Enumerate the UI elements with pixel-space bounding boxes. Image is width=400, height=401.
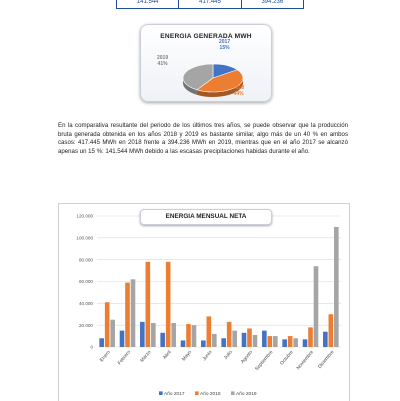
legend-label: Año 2018 (200, 392, 221, 397)
x-tick-label: Noviembre (296, 350, 316, 372)
legend-swatch (159, 391, 163, 395)
y-tick-label: 100.000 (76, 235, 93, 241)
legend-label: Año 2019 (236, 392, 257, 397)
bar-abril-año-2019 (171, 323, 176, 347)
comparison-paragraph: En la comparativa resultante del periodo de los últimos tres años, se puede observar que la producción bruta generada obtenida en los años 2018 y 2019 es bastante similar, algo más de un 40 % en ambos casos: 417.445 MWh en 2018 frente a 394.236 MWh en 2019, mientras que en el año 2017 se alcanzó apenas un 15 %: 141.544 MWh debido a las escasas precipitaciones habidas durante el año. (58, 122, 348, 155)
bar-noviembre-año-2017 (303, 339, 308, 347)
pie-chart-panel (140, 24, 272, 102)
legend-swatch (195, 391, 199, 395)
bar-septiembre-año-2018 (268, 336, 273, 347)
pie-chart-title: ENERGIA GENERADA MWH (160, 33, 252, 40)
pie-label-2019-year: 2019 (157, 55, 169, 61)
bar-abril-año-2017 (160, 333, 165, 347)
bar-julio-año-2017 (221, 338, 226, 347)
bar-agosto-año-2019 (253, 335, 258, 347)
bar-chart-title-box (140, 209, 272, 225)
bar-enero-año-2019 (110, 320, 115, 347)
legend-swatch (231, 391, 235, 395)
bar-octubre-año-2017 (282, 339, 287, 347)
bar-diciembre-año-2018 (329, 314, 334, 347)
x-tick-label: Abril (162, 350, 173, 361)
bar-chart-title: ENERGIA MENSUAL NETA (165, 213, 247, 220)
x-tick-label: Septiembre (254, 350, 275, 373)
bar-julio-año-2019 (232, 331, 237, 347)
bar-enero-año-2017 (99, 338, 104, 347)
bar-junio-año-2018 (207, 316, 212, 347)
bar-agosto-año-2018 (247, 328, 252, 347)
x-tick-label: Julio (223, 350, 234, 361)
bar-mayo-año-2019 (192, 325, 197, 347)
bar-septiembre-año-2019 (273, 336, 278, 347)
bar-julio-año-2018 (227, 322, 232, 347)
total-2019-cell: 394.236 (261, 0, 284, 5)
bar-marzo-año-2017 (140, 322, 145, 347)
bar-marzo-año-2019 (151, 323, 156, 347)
y-tick-label: 80.000 (78, 257, 93, 263)
pie-label-2017 (219, 39, 230, 51)
bar-chart (59, 204, 349, 401)
pie-label-2019-pct: 41% (157, 61, 168, 67)
y-tick-label: 0 (90, 344, 93, 350)
x-tick-label: Mayo (181, 350, 194, 363)
bar-mayo-año-2017 (181, 340, 186, 347)
legend-label: Año 2017 (164, 392, 185, 397)
bar-septiembre-año-2017 (262, 331, 267, 347)
x-tick-label: Febrero (117, 350, 133, 367)
bar-octubre-año-2019 (293, 338, 298, 347)
bar-octubre-año-2018 (288, 336, 293, 347)
bar-abril-año-2018 (166, 262, 171, 347)
pie-label-2018-year: 2018 (233, 85, 245, 91)
bar-diciembre-año-2019 (334, 227, 339, 347)
x-tick-label: Diciembre (317, 350, 336, 370)
x-tick-label: Junio (202, 350, 214, 363)
y-tick-label: 40.000 (78, 300, 93, 306)
bar-enero-año-2018 (105, 302, 110, 347)
bar-mayo-año-2018 (186, 324, 191, 347)
bar-febrero-año-2017 (120, 331, 125, 347)
bar-agosto-año-2017 (242, 333, 247, 347)
bar-junio-año-2017 (201, 340, 206, 347)
x-tick-label: Marzo (139, 350, 153, 364)
y-tick-label: 60.000 (78, 279, 93, 285)
bar-febrero-año-2019 (131, 279, 136, 347)
pie-label-2018-pct: 44% (233, 91, 244, 97)
bar-diciembre-año-2017 (323, 332, 328, 347)
bar-noviembre-año-2019 (314, 266, 319, 347)
total-2018-cell: 417.445 (179, 0, 241, 8)
pie-label-2018 (233, 85, 244, 97)
bar-junio-año-2019 (212, 334, 217, 347)
bar-chart-frame (58, 203, 350, 401)
x-tick-label: Octubre (279, 350, 295, 367)
x-tick-label: Agosto (240, 350, 255, 365)
pie-label-2017-pct: 15% (219, 45, 230, 51)
pie-label-2017-year: 2017 (219, 39, 231, 45)
total-2017-cell: 141.544 (117, 0, 179, 8)
totals-table (116, 0, 304, 9)
pie-label-2019 (157, 55, 168, 67)
y-tick-label: 20.000 (78, 322, 93, 328)
bar-febrero-año-2018 (125, 283, 130, 347)
bar-noviembre-año-2018 (308, 327, 313, 347)
y-tick-label: 120.000 (76, 213, 93, 219)
bar-marzo-año-2018 (146, 262, 151, 347)
x-tick-label: Enero (99, 350, 112, 364)
